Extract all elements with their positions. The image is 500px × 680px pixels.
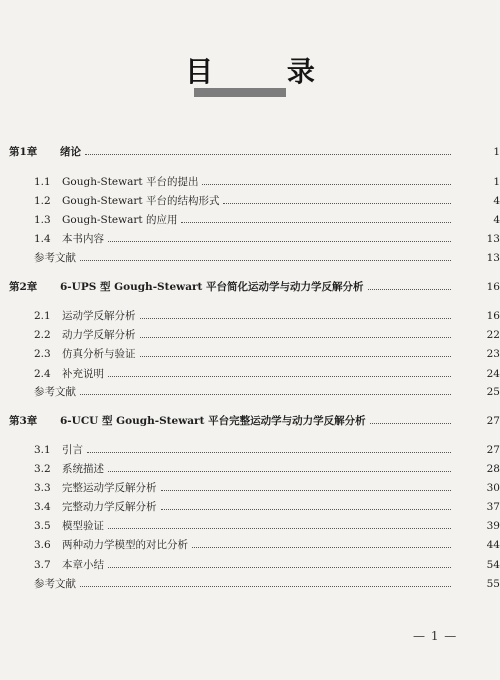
toc-entry-page: 13 — [486, 252, 500, 264]
toc-entry-title: 6-UPS 型 Gough-Stewart 平台简化运动学与动力学反解分析 — [60, 281, 364, 293]
toc-entry-page: 44 — [486, 539, 500, 551]
toc-entry-number: 2.3 — [34, 348, 51, 360]
toc-section-row[interactable] — [0, 442, 500, 458]
toc-entry-number: 第1章 — [9, 146, 38, 158]
toc-entry-title: 运动学反解分析 — [62, 310, 136, 322]
toc-section-row[interactable] — [0, 308, 500, 324]
toc-entry-number: 2.1 — [34, 310, 51, 322]
toc-entry-number: 1.1 — [34, 176, 51, 188]
toc-entry-page: 39 — [486, 520, 500, 532]
toc-section-row[interactable] — [0, 174, 500, 190]
toc-section-row[interactable] — [0, 518, 500, 534]
toc-entry-page: 16 — [486, 281, 500, 293]
toc-entry-number: 第2章 — [9, 281, 38, 293]
toc-entry-number: 第3章 — [9, 415, 38, 427]
toc-section-row[interactable] — [0, 346, 500, 362]
toc-entry-number: 2.2 — [34, 329, 51, 341]
toc-entry-title: Gough-Stewart 平台的提出 — [62, 176, 199, 188]
toc-entry-page: 27 — [486, 415, 500, 427]
toc-entry-page: 27 — [486, 444, 500, 456]
toc-entry-title: 系统描述 — [62, 463, 104, 475]
toc-entry-title: 引言 — [62, 444, 83, 456]
toc-entry-title: 完整运动学反解分析 — [62, 482, 157, 494]
toc-entry-title: 模型验证 — [62, 520, 104, 532]
toc-entry-title: 参考文献 — [34, 252, 76, 264]
page-number-footer: — 1 — — [413, 629, 458, 643]
page-title: 目 录 — [185, 55, 347, 88]
toc-entry-page: 16 — [486, 310, 500, 322]
toc-entry-page: 55 — [486, 578, 500, 590]
toc-entry-number: 2.4 — [34, 368, 51, 380]
toc-chapter-row[interactable] — [0, 279, 500, 295]
toc-entry-number: 3.4 — [34, 501, 51, 513]
toc-section-row[interactable] — [0, 461, 500, 477]
toc-section-row[interactable] — [0, 537, 500, 553]
toc-entry-number: 3.2 — [34, 463, 51, 475]
toc-chapter-row[interactable] — [0, 144, 500, 160]
toc-entry-title: Gough-Stewart 平台的结构形式 — [62, 195, 220, 207]
toc-entry-page: 4 — [493, 214, 500, 226]
toc-section-row[interactable] — [0, 480, 500, 496]
toc-entry-page: 25 — [486, 386, 500, 398]
toc-entry-title: 参考文献 — [34, 578, 76, 590]
toc-entry-page: 13 — [486, 233, 500, 245]
toc-entry-title: 参考文献 — [34, 386, 76, 398]
toc-section-row[interactable] — [0, 557, 500, 573]
toc-entry-title: 绪论 — [60, 146, 81, 158]
toc-entry-number: 3.7 — [34, 559, 51, 571]
toc-section-row[interactable] — [0, 366, 500, 382]
toc-entry-page: 4 — [493, 195, 500, 207]
toc-section-row[interactable] — [0, 212, 500, 228]
toc-section-row[interactable] — [0, 231, 500, 247]
toc-entry-title: Gough-Stewart 的应用 — [62, 214, 178, 226]
toc-entry-page: 23 — [486, 348, 500, 360]
toc-entry-page: 1 — [493, 146, 500, 158]
toc-entry-title: 本章小结 — [62, 559, 104, 571]
toc-section-row[interactable] — [0, 327, 500, 343]
toc-entry-page: 28 — [486, 463, 500, 475]
toc-entry-title: 两种动力学模型的对比分析 — [62, 539, 188, 551]
toc-entry-title: 本书内容 — [62, 233, 104, 245]
toc-references-row[interactable] — [0, 250, 500, 266]
toc-chapter-row[interactable] — [0, 413, 500, 429]
title-underline-bar — [194, 88, 286, 97]
toc-entry-number: 3.3 — [34, 482, 51, 494]
toc-entry-page: 30 — [486, 482, 500, 494]
toc-entry-number: 1.3 — [34, 214, 51, 226]
toc-entry-number: 3.6 — [34, 539, 51, 551]
toc-section-row[interactable] — [0, 499, 500, 515]
toc-section-row[interactable] — [0, 193, 500, 209]
toc-entry-page: 54 — [486, 559, 500, 571]
toc-entry-title: 补充说明 — [62, 368, 104, 380]
toc-entry-number: 1.4 — [34, 233, 51, 245]
toc-entry-page: 24 — [486, 368, 500, 380]
toc-entry-page: 37 — [486, 501, 500, 513]
toc-entry-title: 6-UCU 型 Gough-Stewart 平台完整运动学与动力学反解分析 — [60, 415, 366, 427]
toc-entry-number: 3.1 — [34, 444, 51, 456]
toc-entry-title: 完整动力学反解分析 — [62, 501, 157, 513]
toc-entry-page: 1 — [493, 176, 500, 188]
toc-entry-number: 1.2 — [34, 195, 51, 207]
toc-entry-title: 仿真分析与验证 — [62, 348, 136, 360]
toc-references-row[interactable] — [0, 576, 500, 592]
toc-references-row[interactable] — [0, 384, 500, 400]
toc-entry-number: 3.5 — [34, 520, 51, 532]
toc-entry-title: 动力学反解分析 — [62, 329, 136, 341]
toc-entry-page: 22 — [486, 329, 500, 341]
